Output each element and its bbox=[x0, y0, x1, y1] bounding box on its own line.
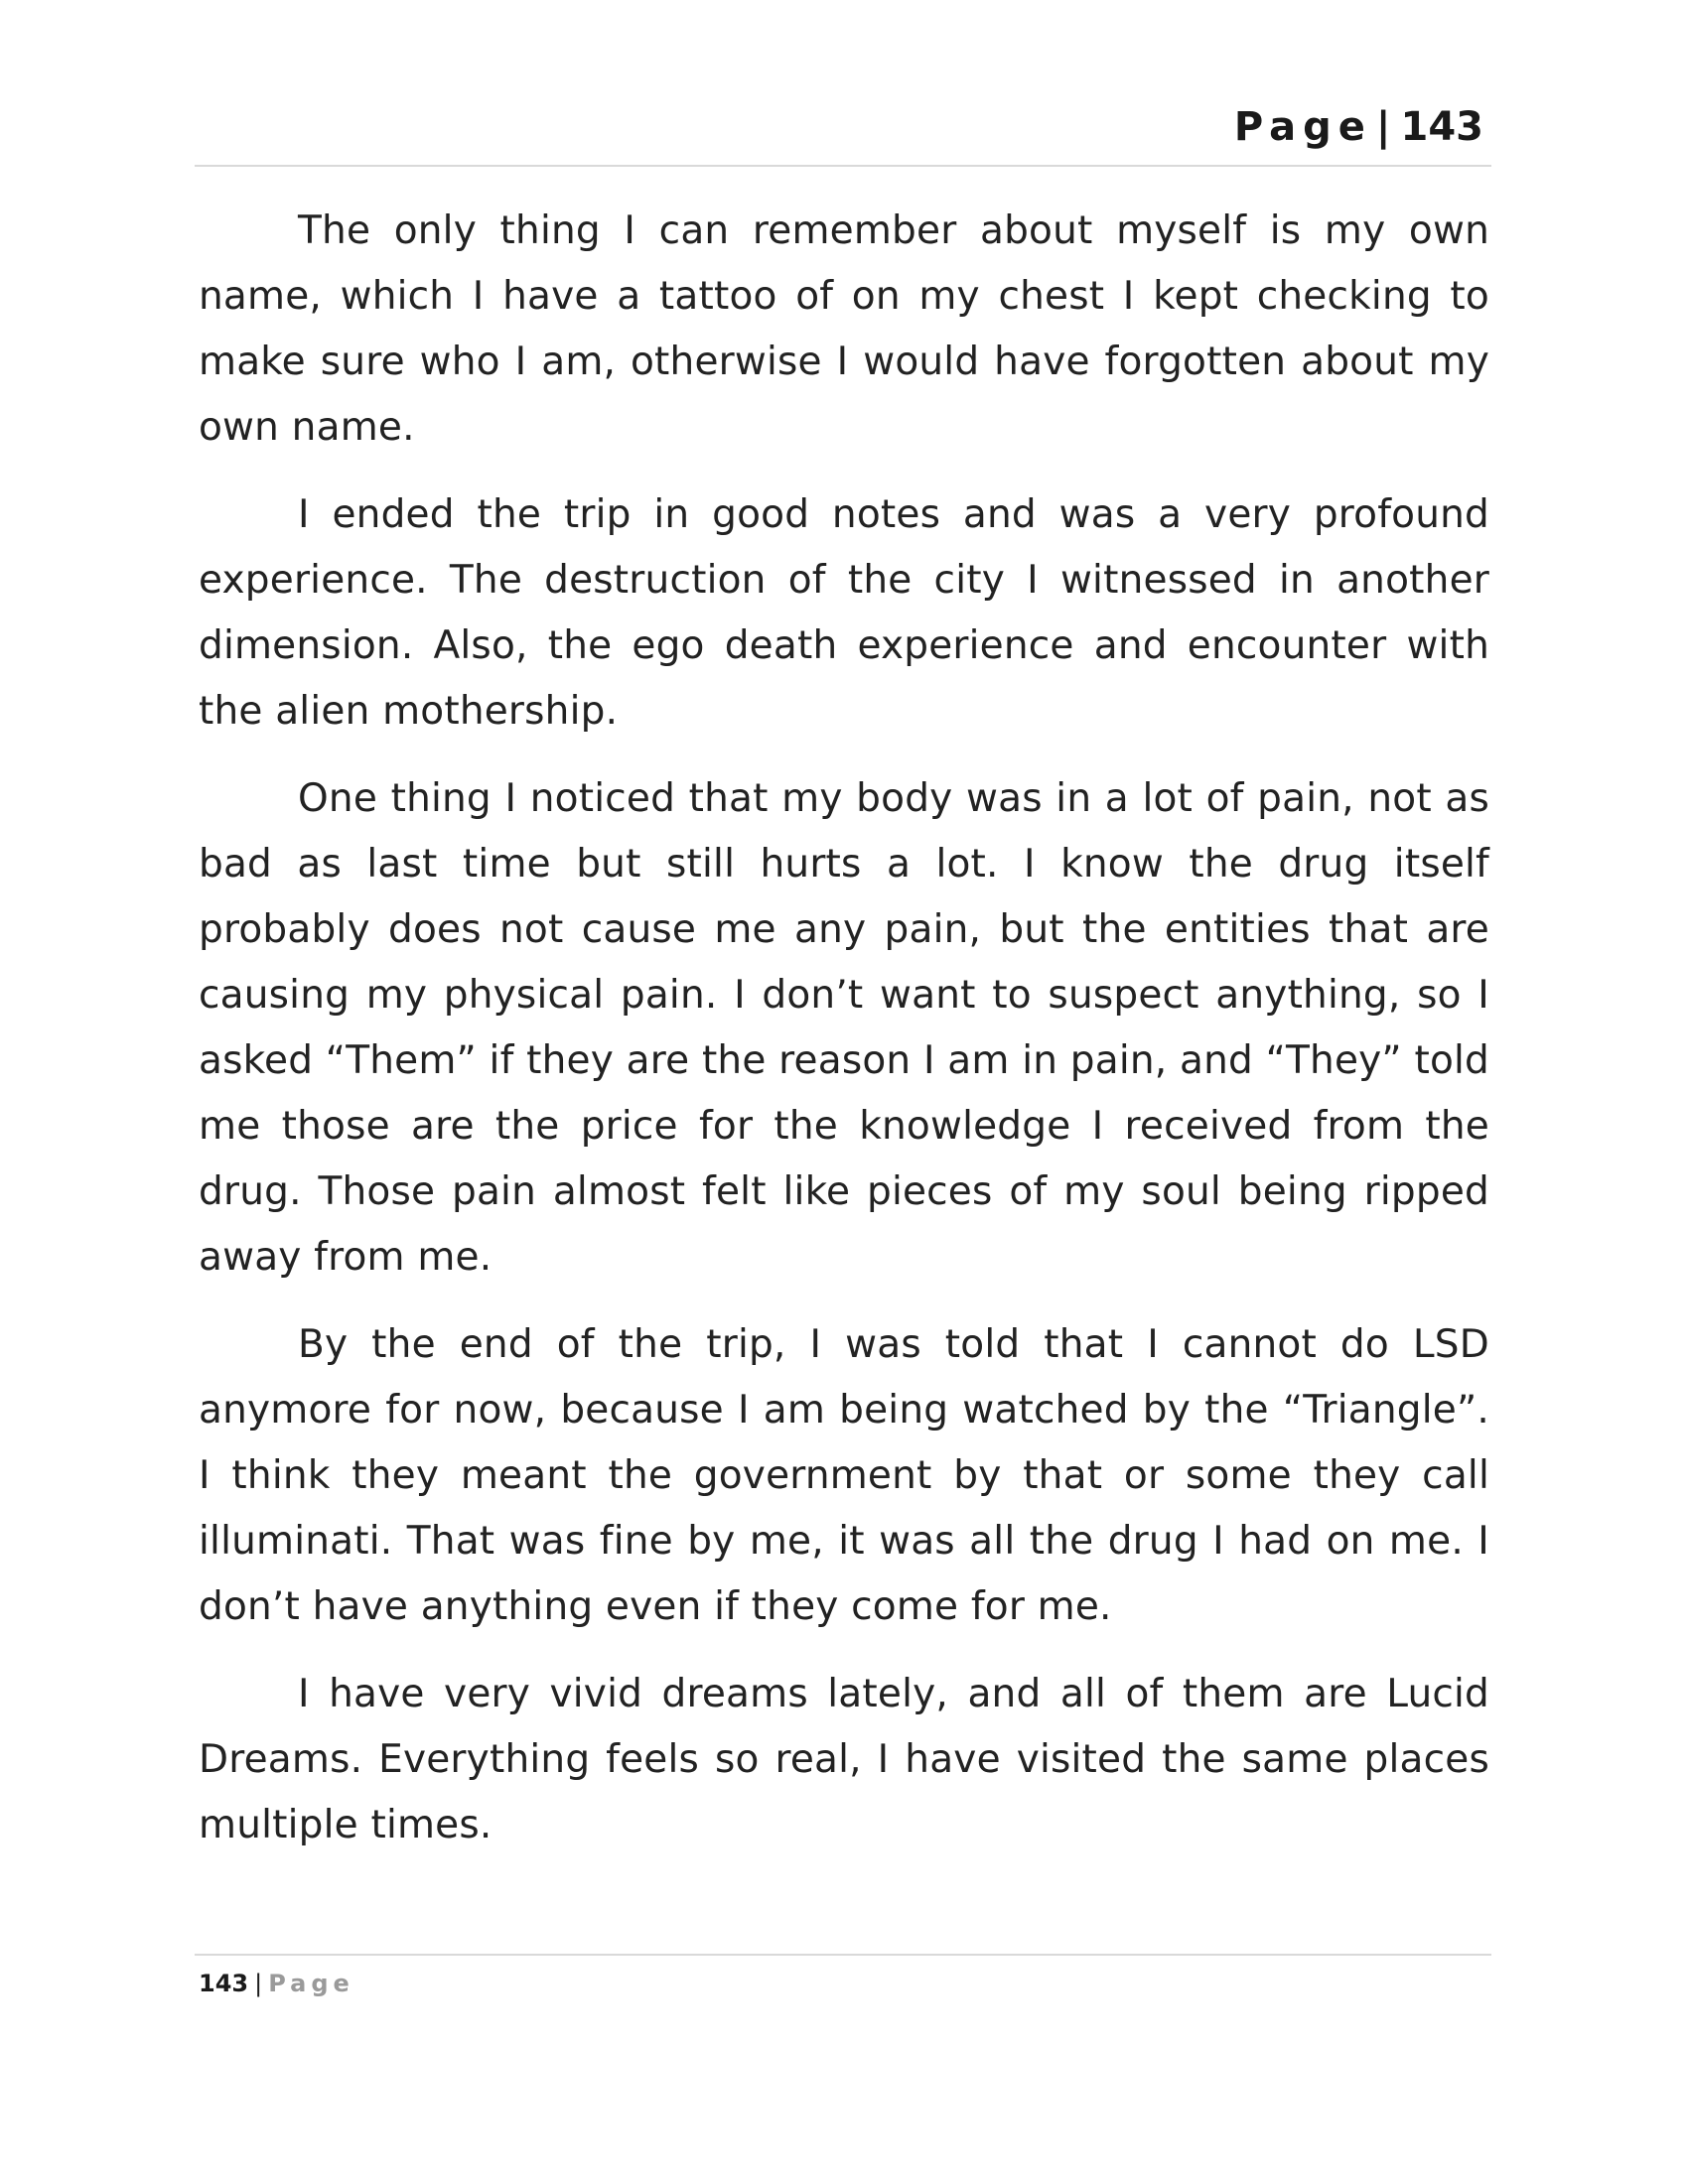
paragraph-1: The only thing I can remember about myself is my own name, which I have a tattoo of on my chest I kept checking to make sure who I am, otherwise I would have forgotten about my own name. bbox=[199, 208, 1489, 450]
footer-separator: | bbox=[254, 1970, 263, 1997]
paragraph-4: By the end of the trip, I was told that I cannot do LSD anymore for now, because I am being watched by the “Triangle”. I think they meant the government by that or some they call illuminati. That was fine by me, it was all the drug I had on me. I don’t have anything even if they come for me. bbox=[199, 1322, 1489, 1629]
paragraph-2: I ended the trip in good notes and was a very profound experience. The destruction of the city I witnessed in another dimension. Also, the ego death experience and encounter with the alien mothership. bbox=[199, 492, 1489, 734]
paragraph-3: One thing I noticed that my body was in a lot of pain, not as bad as last time but still hurts a lot. I know the drug itself probably does not cause me any pain, but the entities that are causing my physical pain. I don’t want to suspect anything, so I asked “Them” if they are the reason I am in pain, and “They” told me those are the price for the knowledge I received from the drug. Those pain almost felt like pieces of my soul being ripped away from me. bbox=[199, 776, 1489, 1280]
header-page-word: Page bbox=[1233, 104, 1372, 150]
header-page-label bbox=[1234, 99, 1483, 155]
footer-page-label bbox=[199, 1966, 354, 2001]
header-page-number: 143 bbox=[1400, 104, 1483, 150]
page-footer bbox=[195, 1954, 1491, 1997]
paragraph-5: I have very vivid dreams lately, and all of them are Lucid Dreams. Everything feels so real, I have visited the same places multiple times. bbox=[199, 1672, 1489, 1847]
footer-page-word: Page bbox=[268, 1970, 354, 1997]
footer-page-number: 143 bbox=[199, 1970, 249, 1997]
header-separator: | bbox=[1375, 104, 1391, 150]
page-header bbox=[195, 99, 1491, 167]
body-text bbox=[199, 199, 1489, 1880]
